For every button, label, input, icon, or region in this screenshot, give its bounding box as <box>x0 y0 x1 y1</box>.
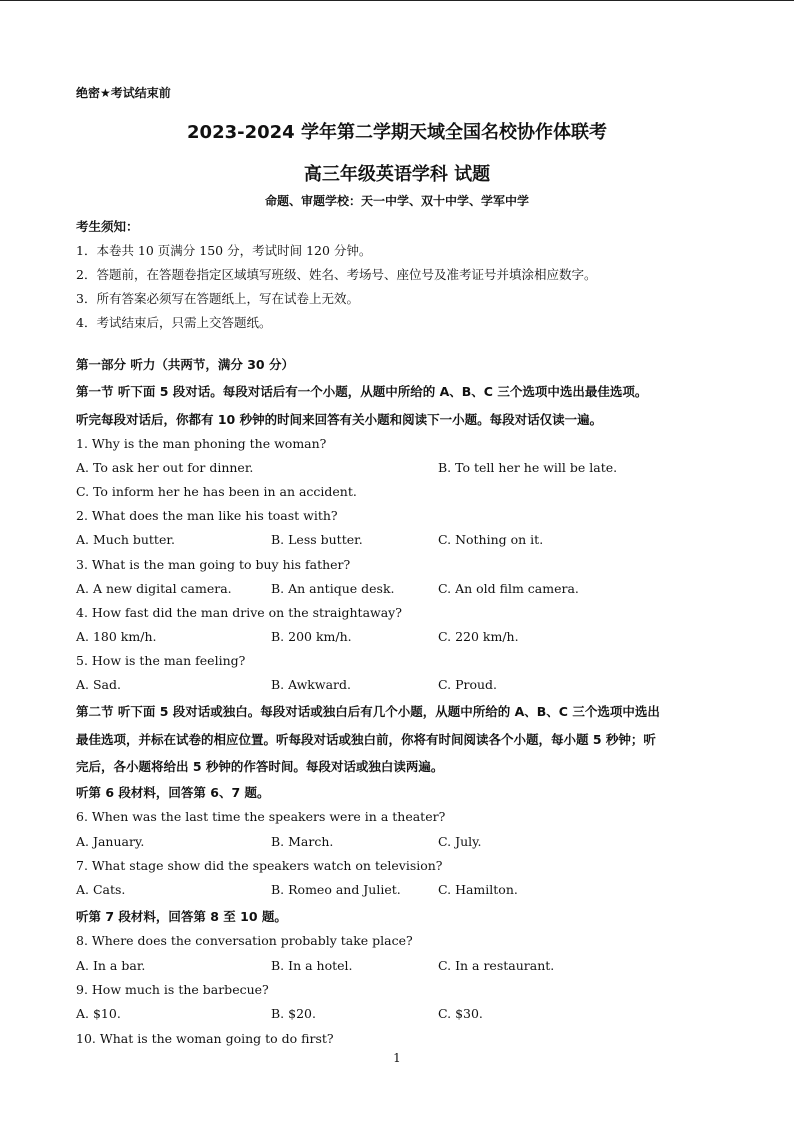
option-c: C. In a restaurant. <box>438 958 555 973</box>
option-b: B. Awkward. <box>271 677 351 692</box>
option-a: A. January. <box>76 834 145 849</box>
option-a: A. To ask her out for dinner. <box>76 460 254 475</box>
question-stem: 3. What is the man going to buy his father? <box>76 557 351 572</box>
section2-instructions: 完后，各小题将给出 5 秒钟的作答时间。每段对话或独白读两遍。 <box>76 759 444 774</box>
option-b: B. Romeo and Juliet. <box>271 882 401 897</box>
option-a: A. $10. <box>76 1006 121 1021</box>
part1-heading: 第一部分 听力（共两节，满分 30 分） <box>76 357 294 372</box>
question-stem: 2. What does the man like his toast with? <box>76 508 338 523</box>
option-a: A. Much butter. <box>76 532 175 547</box>
exam-subtitle: 高三年级英语学科 试题 <box>303 164 491 185</box>
option-a: A. In a bar. <box>76 958 146 973</box>
option-b: B. In a hotel. <box>271 958 353 973</box>
option-b: B. To tell her he will be late. <box>438 460 618 475</box>
option-a: A. A new digital camera. <box>76 581 232 596</box>
question-stem: 8. Where does the conversation probably take place? <box>76 933 413 948</box>
section1-instructions: 第一节 听下面 5 段对话。每段对话后有一个小题，从题中所给的 A、B、C 三个选项中选出最佳选项。 <box>76 384 648 399</box>
option-b: B. March. <box>271 834 334 849</box>
exam-setters: 命题、审题学校：天一中学、双十中学、学军中学 <box>264 194 529 208</box>
option-c: C. To inform her he has been in an accident. <box>76 484 357 499</box>
section1-instructions: 听完每段对话后，你都有 10 秒钟的时间来回答有关小题和阅读下一小题。每段对话仅读一遍。 <box>76 412 603 427</box>
confidential-mark: 绝密★考试结束前 <box>76 86 171 100</box>
option-c: C. Nothing on it. <box>438 532 544 547</box>
section2-instructions: 最佳选项，并标在试卷的相应位置。听每段对话或独白前，你将有时间阅读各个小题，每小题 5 秒钟；听 <box>76 732 656 747</box>
material-heading: 听第 7 段材料，回答第 8 至 10 题。 <box>76 909 287 924</box>
option-a: A. Sad. <box>76 677 121 692</box>
option-c: C. Hamilton. <box>438 882 518 897</box>
question-stem: 5. How is the man feeling? <box>76 653 246 668</box>
question-stem: 7. What stage show did the speakers watch on television? <box>76 858 443 873</box>
notice-item: 2．答题前，在答题卷指定区域填写班级、姓名、考场号、座位号及准考证号并填涂相应数字。 <box>76 267 597 282</box>
option-a: A. Cats. <box>76 882 126 897</box>
option-c: C. An old film camera. <box>438 581 579 596</box>
option-c: C. $30. <box>438 1006 483 1021</box>
notice-item: 3．所有答案必须写在答题纸上，写在试卷上无效。 <box>76 291 359 306</box>
notice-heading: 考生须知： <box>76 219 139 234</box>
option-c: C. July. <box>438 834 482 849</box>
option-b: B. 200 km/h. <box>271 629 352 644</box>
option-c: C. Proud. <box>438 677 498 692</box>
question-stem: 9. How much is the barbecue? <box>76 982 269 997</box>
notice-item: 1．本卷共 10 页满分 150 分，考试时间 120 分钟。 <box>76 243 372 258</box>
section2-instructions: 第二节 听下面 5 段对话或独白。每段对话或独白后有几个小题，从题中所给的 A、B、C 三个选项中选出 <box>76 704 660 719</box>
exam-title: 2023-2024 学年第二学期天域全国名校协作体联考 <box>187 122 607 143</box>
notice-item: 4．考试结束后，只需上交答题纸。 <box>76 315 272 330</box>
option-a: A. 180 km/h. <box>76 629 157 644</box>
option-b: B. $20. <box>271 1006 316 1021</box>
option-b: B. Less butter. <box>271 532 363 547</box>
question-stem: 1. Why is the man phoning the woman? <box>76 436 327 451</box>
option-b: B. An antique desk. <box>271 581 395 596</box>
option-c: C. 220 km/h. <box>438 629 519 644</box>
question-stem: 10. What is the woman going to do first? <box>76 1031 334 1046</box>
page-number: 1 <box>393 1051 401 1065</box>
question-stem: 6. When was the last time the speakers were in a theater? <box>76 809 446 824</box>
material-heading: 听第 6 段材料，回答第 6、7 题。 <box>76 785 270 800</box>
question-stem: 4. How fast did the man drive on the straightaway? <box>76 605 402 620</box>
